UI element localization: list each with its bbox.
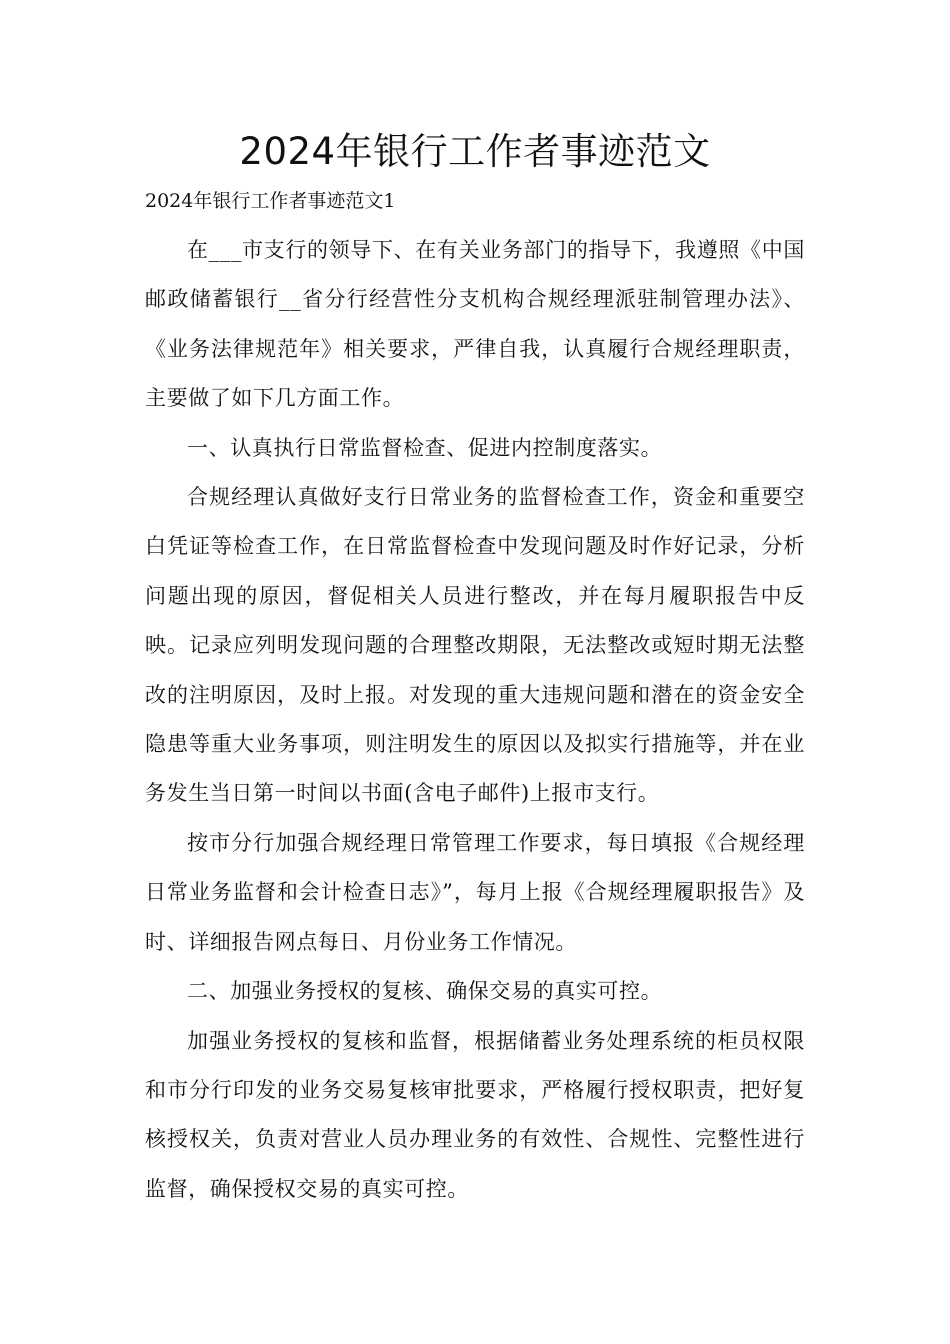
paragraph-authorization: 加强业务授权的复核和监督，根据储蓄业务处理系统的柜员权限和市分行印发的业务交易复核审批要求，严格履行授权职责，把好复核授权关，负责对营业人员办理业务的有效性、合规性、完整性进行监督，确保授权交易的真实可控。 xyxy=(145,1028,805,1201)
section-heading-1: 一、认真执行日常监督检查、促进内控制度落实。 xyxy=(187,435,663,460)
document-title: 2024年银行工作者事迹范文 xyxy=(239,130,711,173)
document-body xyxy=(145,226,805,1214)
document-subtitle: 2024年银行工作者事迹范文1 xyxy=(145,190,396,212)
paragraph-reporting: 按市分行加强合规经理日常管理工作要求，每日填报《合规经理日常业务监督和会计检查日志》”，每月上报《合规经理履职报告》及时、详细报告网点每日、月份业务工作情况。 xyxy=(145,830,805,954)
section-heading-2: 二、加强业务授权的复核、确保交易的真实可控。 xyxy=(187,979,663,1004)
paragraph-intro: 在___市支行的领导下、在有关业务部门的指导下，我遵照《中国邮政储蓄银行__省分行经营性分支机构合规经理派驻制管理办法》、《业务法律规范年》相关要求，严律自我，认真履行合规经理职责，主要做了如下几方面工作。 xyxy=(145,238,805,411)
paragraph-supervision: 合规经理认真做好支行日常业务的监督检查工作，资金和重要空白凭证等检查工作，在日常监督检查中发现问题及时作好记录，分析问题出现的原因，督促相关人员进行整改，并在每月履职报告中反映。记录应列明发现问题的合理整改期限，无法整改或短时期无法整改的注明原因，及时上报。对发现的重大违规问题和潜在的资金安全隐患等重大业务事项，则注明发生的原因以及拟实行措施等，并在业务发生当日第一时间以书面(含电子邮件)上报市支行。 xyxy=(145,485,805,806)
